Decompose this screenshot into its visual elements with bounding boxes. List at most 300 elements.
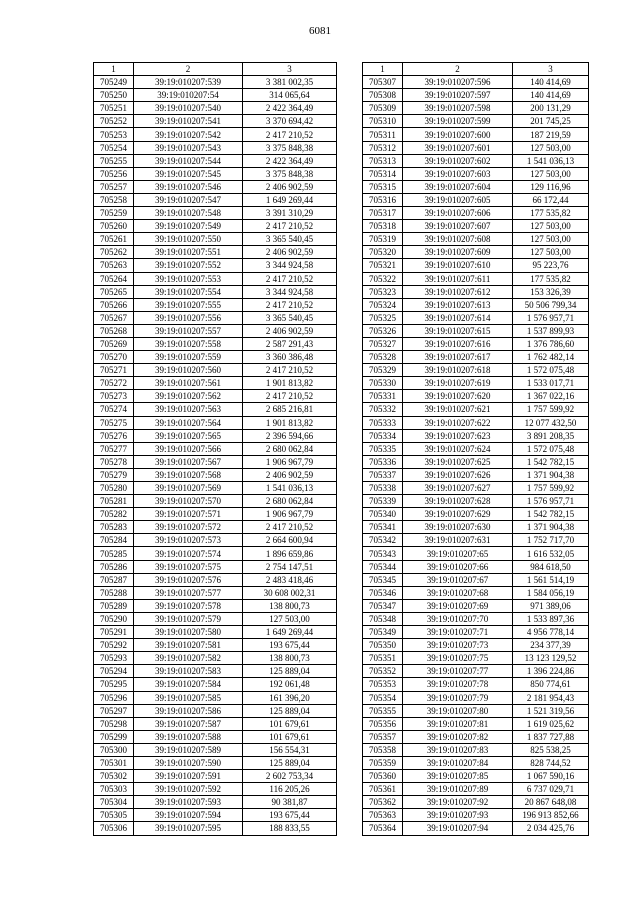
row-number-cell: 705281 <box>94 495 134 508</box>
value-cell: 1 752 717,70 <box>513 534 589 547</box>
row-number-cell: 705293 <box>94 652 134 665</box>
value-cell: 50 506 799,34 <box>513 298 589 311</box>
header-cell: 1 <box>363 63 403 76</box>
table-row <box>94 351 337 364</box>
row-number-cell: 705336 <box>363 455 403 468</box>
cadastral-number-cell: 39:19:010207:591 <box>134 770 243 783</box>
table-row <box>94 495 337 508</box>
cadastral-number-cell: 39:19:010207:624 <box>403 442 513 455</box>
table-row <box>363 154 589 167</box>
value-cell: 200 131,29 <box>513 102 589 115</box>
table-row <box>363 259 589 272</box>
right-table <box>362 62 589 836</box>
row-number-cell: 705297 <box>94 704 134 717</box>
cadastral-number-cell: 39:19:010207:73 <box>403 639 513 652</box>
cadastral-number-cell: 39:19:010207:574 <box>134 547 243 560</box>
value-cell: 1 371 904,38 <box>513 521 589 534</box>
value-cell: 1 561 514,19 <box>513 573 589 586</box>
value-cell: 138 800,73 <box>243 652 337 665</box>
value-cell: 1 906 967,79 <box>243 508 337 521</box>
table-row <box>363 141 589 154</box>
value-cell: 201 745,25 <box>513 115 589 128</box>
cadastral-number-cell: 39:19:010207:629 <box>403 508 513 521</box>
cadastral-number-cell: 39:19:010207:621 <box>403 403 513 416</box>
cadastral-number-cell: 39:19:010207:600 <box>403 128 513 141</box>
row-number-cell: 705338 <box>363 482 403 495</box>
row-number-cell: 705263 <box>94 259 134 272</box>
cadastral-number-cell: 39:19:010207:607 <box>403 220 513 233</box>
table-row <box>94 626 337 639</box>
cadastral-number-cell: 39:19:010207:599 <box>403 115 513 128</box>
row-number-cell: 705357 <box>363 730 403 743</box>
header-cell: 3 <box>243 63 337 76</box>
value-cell: 1 896 659,86 <box>243 547 337 560</box>
table-row <box>363 298 589 311</box>
row-number-cell: 705251 <box>94 102 134 115</box>
cadastral-number-cell: 39:19:010207:610 <box>403 259 513 272</box>
cadastral-number-cell: 39:19:010207:545 <box>134 167 243 180</box>
table-row <box>94 652 337 665</box>
value-cell: 1 576 957,71 <box>513 311 589 324</box>
value-cell: 2 685 216,81 <box>243 403 337 416</box>
cadastral-number-cell: 39:19:010207:550 <box>134 233 243 246</box>
table-row <box>94 285 337 298</box>
value-cell: 3 344 924,58 <box>243 259 337 272</box>
value-cell: 234 377,39 <box>513 639 589 652</box>
cadastral-number-cell: 39:19:010207:564 <box>134 416 243 429</box>
row-number-cell: 705252 <box>94 115 134 128</box>
table-row <box>94 272 337 285</box>
cadastral-number-cell: 39:19:010207:577 <box>134 586 243 599</box>
table-row <box>363 573 589 586</box>
table-row <box>363 246 589 259</box>
cadastral-number-cell: 39:19:010207:92 <box>403 796 513 809</box>
cadastral-number-cell: 39:19:010207:611 <box>403 272 513 285</box>
cadastral-number-cell: 39:19:010207:539 <box>134 76 243 89</box>
row-number-cell: 705256 <box>94 167 134 180</box>
value-cell: 12 077 432,50 <box>513 416 589 429</box>
row-number-cell: 705292 <box>94 639 134 652</box>
value-cell: 177 535,82 <box>513 207 589 220</box>
row-number-cell: 705301 <box>94 756 134 769</box>
table-row <box>94 770 337 783</box>
row-number-cell: 705277 <box>94 442 134 455</box>
row-number-cell: 705250 <box>94 89 134 102</box>
table-row <box>94 167 337 180</box>
table-row <box>363 207 589 220</box>
cadastral-number-cell: 39:19:010207:93 <box>403 809 513 822</box>
table-row <box>363 743 589 756</box>
table-row <box>94 128 337 141</box>
cadastral-number-cell: 39:19:010207:630 <box>403 521 513 534</box>
row-number-cell: 705346 <box>363 586 403 599</box>
cadastral-number-cell: 39:19:010207:552 <box>134 259 243 272</box>
row-number-cell: 705312 <box>363 141 403 154</box>
table-row <box>363 783 589 796</box>
value-cell: 1 584 056,19 <box>513 586 589 599</box>
table-row <box>94 89 337 102</box>
row-number-cell: 705311 <box>363 128 403 141</box>
row-number-cell: 705321 <box>363 259 403 272</box>
value-cell: 1 521 319,56 <box>513 704 589 717</box>
row-number-cell: 705325 <box>363 311 403 324</box>
table-row <box>94 259 337 272</box>
table-row <box>363 180 589 193</box>
table-row <box>94 756 337 769</box>
row-number-cell: 705284 <box>94 534 134 547</box>
cadastral-number-cell: 39:19:010207:617 <box>403 351 513 364</box>
table-row <box>363 455 589 468</box>
value-cell: 1 541 036,13 <box>513 154 589 167</box>
value-cell: 2 406 902,59 <box>243 180 337 193</box>
table-row <box>363 429 589 442</box>
value-cell: 1 572 075,48 <box>513 442 589 455</box>
row-number-cell: 705269 <box>94 337 134 350</box>
value-cell: 2 680 062,84 <box>243 442 337 455</box>
value-cell: 828 744,52 <box>513 756 589 769</box>
row-number-cell: 705313 <box>363 154 403 167</box>
cadastral-number-cell: 39:19:010207:618 <box>403 364 513 377</box>
value-cell: 2 406 902,59 <box>243 246 337 259</box>
value-cell: 2 754 147,51 <box>243 560 337 573</box>
value-cell: 2 417 210,52 <box>243 390 337 403</box>
table-row <box>94 324 337 337</box>
row-number-cell: 705265 <box>94 285 134 298</box>
cadastral-number-cell: 39:19:010207:70 <box>403 612 513 625</box>
table-row <box>94 704 337 717</box>
table-row <box>363 272 589 285</box>
value-cell: 1 542 782,15 <box>513 455 589 468</box>
row-number-cell: 705283 <box>94 521 134 534</box>
value-cell: 2 417 210,52 <box>243 128 337 141</box>
table-row <box>363 756 589 769</box>
cadastral-number-cell: 39:19:010207:567 <box>134 455 243 468</box>
table-row <box>94 691 337 704</box>
value-cell: 161 396,20 <box>243 691 337 704</box>
value-cell: 125 889,04 <box>243 704 337 717</box>
table-row <box>94 508 337 521</box>
cadastral-number-cell: 39:19:010207:609 <box>403 246 513 259</box>
table-row <box>94 534 337 547</box>
row-number-cell: 705314 <box>363 167 403 180</box>
table-row <box>363 442 589 455</box>
table-row <box>94 455 337 468</box>
value-cell: 4 956 778,14 <box>513 626 589 639</box>
value-cell: 188 833,55 <box>243 822 337 835</box>
cadastral-number-cell: 39:19:010207:540 <box>134 102 243 115</box>
table-row <box>363 89 589 102</box>
row-number-cell: 705261 <box>94 233 134 246</box>
row-number-cell: 705268 <box>94 324 134 337</box>
cadastral-number-cell: 39:19:010207:626 <box>403 468 513 481</box>
value-cell: 1 901 813,82 <box>243 416 337 429</box>
cadastral-number-cell: 39:19:010207:580 <box>134 626 243 639</box>
value-cell: 1 616 532,05 <box>513 547 589 560</box>
left-table <box>93 62 337 836</box>
cadastral-number-cell: 39:19:010207:619 <box>403 377 513 390</box>
cadastral-number-cell: 39:19:010207:542 <box>134 128 243 141</box>
value-cell: 138 800,73 <box>243 599 337 612</box>
row-number-cell: 705258 <box>94 193 134 206</box>
header-cell: 2 <box>403 63 513 76</box>
table-row <box>94 521 337 534</box>
value-cell: 2 417 210,52 <box>243 272 337 285</box>
row-number-cell: 705287 <box>94 573 134 586</box>
row-number-cell: 705286 <box>94 560 134 573</box>
value-cell: 129 116,96 <box>513 180 589 193</box>
row-number-cell: 705363 <box>363 809 403 822</box>
row-number-cell: 705260 <box>94 220 134 233</box>
table-row <box>363 390 589 403</box>
cadastral-number-cell: 39:19:010207:558 <box>134 337 243 350</box>
row-number-cell: 705353 <box>363 678 403 691</box>
value-cell: 140 414,69 <box>513 89 589 102</box>
cadastral-number-cell: 39:19:010207:612 <box>403 285 513 298</box>
cadastral-number-cell: 39:19:010207:606 <box>403 207 513 220</box>
row-number-cell: 705316 <box>363 193 403 206</box>
cadastral-number-cell: 39:19:010207:569 <box>134 482 243 495</box>
cadastral-number-cell: 39:19:010207:593 <box>134 796 243 809</box>
row-number-cell: 705318 <box>363 220 403 233</box>
table-row <box>94 678 337 691</box>
table-row <box>363 612 589 625</box>
table-row <box>363 547 589 560</box>
cadastral-number-cell: 39:19:010207:541 <box>134 115 243 128</box>
table-row <box>363 586 589 599</box>
row-number-cell: 705334 <box>363 429 403 442</box>
cadastral-number-cell: 39:19:010207:603 <box>403 167 513 180</box>
value-cell: 1 837 727,88 <box>513 730 589 743</box>
value-cell: 1 619 025,62 <box>513 717 589 730</box>
value-cell: 127 503,00 <box>513 233 589 246</box>
row-number-cell: 705273 <box>94 390 134 403</box>
cadastral-number-cell: 39:19:010207:608 <box>403 233 513 246</box>
value-cell: 971 389,06 <box>513 599 589 612</box>
value-cell: 1 572 075,48 <box>513 364 589 377</box>
value-cell: 116 205,26 <box>243 783 337 796</box>
cadastral-number-cell: 39:19:010207:82 <box>403 730 513 743</box>
cadastral-number-cell: 39:19:010207:555 <box>134 298 243 311</box>
table-row <box>94 783 337 796</box>
row-number-cell: 705279 <box>94 468 134 481</box>
cadastral-number-cell: 39:19:010207:620 <box>403 390 513 403</box>
cadastral-number-cell: 39:19:010207:548 <box>134 207 243 220</box>
cadastral-number-cell: 39:19:010207:579 <box>134 612 243 625</box>
value-cell: 127 503,00 <box>513 246 589 259</box>
value-cell: 1 576 957,71 <box>513 495 589 508</box>
row-number-cell: 705354 <box>363 691 403 704</box>
row-number-cell: 705275 <box>94 416 134 429</box>
row-number-cell: 705282 <box>94 508 134 521</box>
cadastral-number-cell: 39:19:010207:604 <box>403 180 513 193</box>
row-number-cell: 705291 <box>94 626 134 639</box>
cadastral-number-cell: 39:19:010207:565 <box>134 429 243 442</box>
row-number-cell: 705257 <box>94 180 134 193</box>
row-number-cell: 705360 <box>363 770 403 783</box>
row-number-cell: 705306 <box>94 822 134 835</box>
row-number-cell: 705341 <box>363 521 403 534</box>
row-number-cell: 705358 <box>363 743 403 756</box>
table-row <box>94 743 337 756</box>
value-cell: 193 675,44 <box>243 639 337 652</box>
cadastral-number-cell: 39:19:010207:563 <box>134 403 243 416</box>
table-row <box>94 298 337 311</box>
value-cell: 2 417 210,52 <box>243 220 337 233</box>
value-cell: 125 889,04 <box>243 665 337 678</box>
row-number-cell: 705352 <box>363 665 403 678</box>
table-row <box>94 246 337 259</box>
value-cell: 1 901 813,82 <box>243 377 337 390</box>
row-number-cell: 705333 <box>363 416 403 429</box>
table-row <box>94 115 337 128</box>
row-number-cell: 705302 <box>94 770 134 783</box>
table-row <box>94 233 337 246</box>
table-row <box>94 639 337 652</box>
cadastral-number-cell: 39:19:010207:546 <box>134 180 243 193</box>
cadastral-number-cell: 39:19:010207:94 <box>403 822 513 835</box>
table-row <box>363 311 589 324</box>
table-row <box>94 416 337 429</box>
row-number-cell: 705270 <box>94 351 134 364</box>
cadastral-number-cell: 39:19:010207:543 <box>134 141 243 154</box>
value-cell: 127 503,00 <box>513 220 589 233</box>
table-row <box>363 770 589 783</box>
table-row <box>94 141 337 154</box>
cadastral-number-cell: 39:19:010207:54 <box>134 89 243 102</box>
value-cell: 13 123 129,52 <box>513 652 589 665</box>
cadastral-number-cell: 39:19:010207:601 <box>403 141 513 154</box>
row-number-cell: 705254 <box>94 141 134 154</box>
cadastral-number-cell: 39:19:010207:71 <box>403 626 513 639</box>
value-cell: 3 360 386,48 <box>243 351 337 364</box>
row-number-cell: 705364 <box>363 822 403 835</box>
value-cell: 1 649 269,44 <box>243 626 337 639</box>
row-number-cell: 705328 <box>363 351 403 364</box>
table-row <box>363 534 589 547</box>
cadastral-number-cell: 39:19:010207:75 <box>403 652 513 665</box>
cadastral-number-cell: 39:19:010207:560 <box>134 364 243 377</box>
row-number-cell: 705323 <box>363 285 403 298</box>
row-number-cell: 705329 <box>363 364 403 377</box>
table-row <box>363 691 589 704</box>
cadastral-number-cell: 39:19:010207:622 <box>403 416 513 429</box>
value-cell: 314 065,64 <box>243 89 337 102</box>
table-row <box>363 482 589 495</box>
row-number-cell: 705294 <box>94 665 134 678</box>
row-number-cell: 705330 <box>363 377 403 390</box>
row-number-cell: 705296 <box>94 691 134 704</box>
value-cell: 153 326,39 <box>513 285 589 298</box>
header-row <box>363 63 589 76</box>
row-number-cell: 705315 <box>363 180 403 193</box>
table-row <box>363 128 589 141</box>
table-row <box>94 364 337 377</box>
row-number-cell: 705337 <box>363 468 403 481</box>
row-number-cell: 705289 <box>94 599 134 612</box>
table-row <box>363 717 589 730</box>
cadastral-number-cell: 39:19:010207:596 <box>403 76 513 89</box>
cadastral-number-cell: 39:19:010207:589 <box>134 743 243 756</box>
value-cell: 192 061,48 <box>243 678 337 691</box>
row-number-cell: 705298 <box>94 717 134 730</box>
value-cell: 1 371 904,38 <box>513 468 589 481</box>
row-number-cell: 705345 <box>363 573 403 586</box>
row-number-cell: 705350 <box>363 639 403 652</box>
table-row <box>94 337 337 350</box>
value-cell: 2 406 902,59 <box>243 468 337 481</box>
cadastral-number-cell: 39:19:010207:557 <box>134 324 243 337</box>
value-cell: 66 172,44 <box>513 193 589 206</box>
value-cell: 1 396 224,86 <box>513 665 589 678</box>
value-cell: 2 483 418,46 <box>243 573 337 586</box>
row-number-cell: 705309 <box>363 102 403 115</box>
cadastral-number-cell: 39:19:010207:79 <box>403 691 513 704</box>
value-cell: 1 533 897,36 <box>513 612 589 625</box>
value-cell: 2 034 425,76 <box>513 822 589 835</box>
table-row <box>363 324 589 337</box>
value-cell: 156 554,31 <box>243 743 337 756</box>
table-row <box>94 180 337 193</box>
cadastral-number-cell: 39:19:010207:570 <box>134 495 243 508</box>
cadastral-number-cell: 39:19:010207:81 <box>403 717 513 730</box>
table-row <box>363 468 589 481</box>
table-row <box>363 351 589 364</box>
cadastral-number-cell: 39:19:010207:595 <box>134 822 243 835</box>
row-number-cell: 705274 <box>94 403 134 416</box>
table-row <box>94 482 337 495</box>
table-row <box>94 822 337 835</box>
table-row <box>363 560 589 573</box>
value-cell: 1 367 022,16 <box>513 390 589 403</box>
table-row <box>363 337 589 350</box>
value-cell: 1 757 599,92 <box>513 403 589 416</box>
row-number-cell: 705276 <box>94 429 134 442</box>
row-number-cell: 705317 <box>363 207 403 220</box>
row-number-cell: 705349 <box>363 626 403 639</box>
value-cell: 127 503,00 <box>513 167 589 180</box>
row-number-cell: 705327 <box>363 337 403 350</box>
value-cell: 30 608 002,31 <box>243 586 337 599</box>
row-number-cell: 705253 <box>94 128 134 141</box>
value-cell: 3 370 694,42 <box>243 115 337 128</box>
value-cell: 3 375 848,38 <box>243 167 337 180</box>
row-number-cell: 705348 <box>363 612 403 625</box>
cadastral-number-cell: 39:19:010207:613 <box>403 298 513 311</box>
row-number-cell: 705355 <box>363 704 403 717</box>
cadastral-number-cell: 39:19:010207:556 <box>134 311 243 324</box>
table-row <box>94 730 337 743</box>
row-number-cell: 705340 <box>363 508 403 521</box>
cadastral-number-cell: 39:19:010207:585 <box>134 691 243 704</box>
value-cell: 1 757 599,92 <box>513 482 589 495</box>
table-row <box>363 599 589 612</box>
value-cell: 1 541 036,13 <box>243 482 337 495</box>
cadastral-number-cell: 39:19:010207:561 <box>134 377 243 390</box>
value-cell: 127 503,00 <box>513 141 589 154</box>
cadastral-number-cell: 39:19:010207:598 <box>403 102 513 115</box>
row-number-cell: 705280 <box>94 482 134 495</box>
row-number-cell: 705249 <box>94 76 134 89</box>
value-cell: 193 675,44 <box>243 809 337 822</box>
cadastral-number-cell: 39:19:010207:578 <box>134 599 243 612</box>
value-cell: 2 396 594,66 <box>243 429 337 442</box>
value-cell: 127 503,00 <box>243 612 337 625</box>
value-cell: 825 538,25 <box>513 743 589 756</box>
header-cell: 1 <box>94 63 134 76</box>
cadastral-number-cell: 39:19:010207:547 <box>134 193 243 206</box>
page-number: 6081 <box>309 25 331 37</box>
cadastral-number-cell: 39:19:010207:614 <box>403 311 513 324</box>
